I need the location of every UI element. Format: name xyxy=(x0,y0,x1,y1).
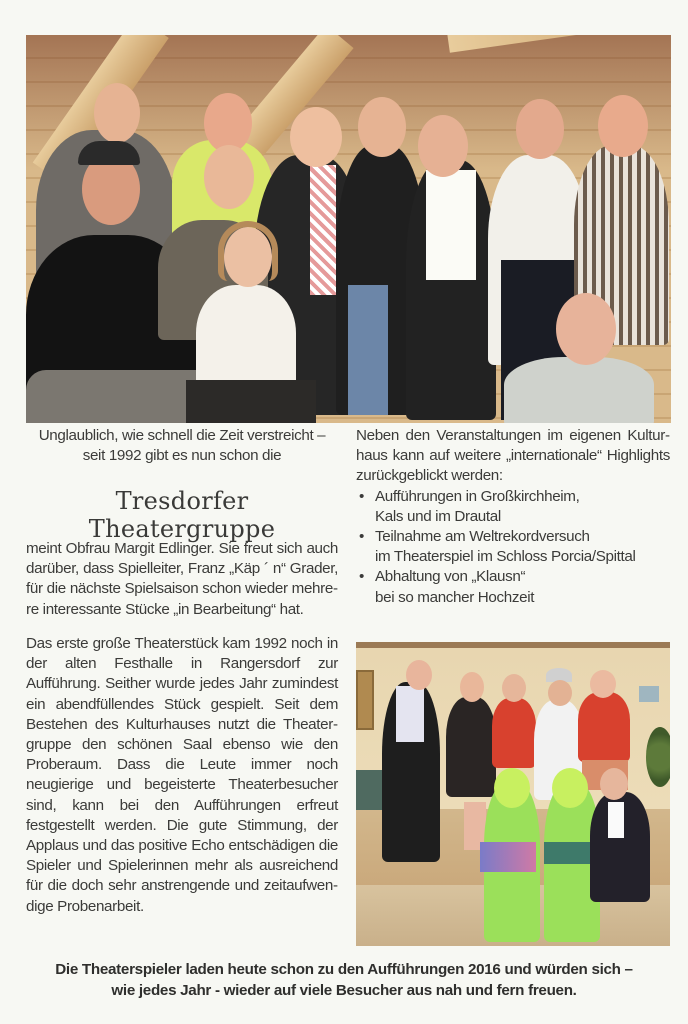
closing-line-1: Die Theaterspieler laden heute schon zu den Aufführungen 2016 und würden sich – xyxy=(55,961,633,978)
actor-head xyxy=(590,670,616,698)
actor-head xyxy=(600,768,628,800)
article-title: Tresdorfer Theatergruppe xyxy=(88,487,276,543)
actor-head xyxy=(406,660,432,690)
person-head xyxy=(516,99,564,159)
left-paragraph-1 xyxy=(26,539,338,620)
jeans xyxy=(348,285,388,415)
wall-picture xyxy=(356,670,374,730)
highlight-item xyxy=(356,487,670,527)
person-head xyxy=(418,115,468,177)
group-photo xyxy=(26,35,671,423)
actor-head xyxy=(548,680,572,706)
person-head xyxy=(94,83,140,143)
person-head xyxy=(598,95,648,157)
white-blouse xyxy=(608,802,624,838)
checkered-shirt xyxy=(310,165,336,295)
highlight-line-1: Abhaltung von „Klausn“ xyxy=(375,568,526,586)
person-head xyxy=(204,145,254,209)
highlights-intro: Neben den Veranstaltungen im eigenen Kulturhaus kann auf weitere „internationale“ Highlights zurückgeblickt werden: xyxy=(356,427,670,485)
highlight-line-1: Aufführungen in Großkirchheim, xyxy=(375,487,580,505)
bullet-icon: • xyxy=(359,568,364,586)
highlight-item xyxy=(356,567,670,607)
person-head xyxy=(358,97,406,157)
highlight-line-2: bei so mancher Hochzeit xyxy=(375,588,535,606)
actor-head xyxy=(460,672,484,702)
alien-head xyxy=(552,768,588,808)
right-column xyxy=(356,426,670,608)
white-shirt xyxy=(396,686,424,742)
actor-figure xyxy=(492,698,536,768)
person-figure xyxy=(504,357,654,423)
paragraph-text: meint Obfrau Margit Edlinger. Sie freut sich auch darüber, dass Spielleiter, Franz „Käp ´ n“ Grader, für die nächste Spielsaison schon wieder mehrere interessante Stücke „in Bearbeitung“ hat. xyxy=(26,540,338,618)
roof-beam xyxy=(446,35,671,53)
alien-head xyxy=(494,768,530,808)
baseball-cap xyxy=(78,141,140,165)
highlight-line-2: im Theaterspiel im Schloss Porcia/Spittal xyxy=(375,548,636,566)
potted-plant xyxy=(646,727,670,787)
closing-line-2: wie jedes Jahr - wieder auf viele Besucher aus nah und fern freuen. xyxy=(111,981,577,999)
intro-line-2: seit 1992 gibt es nun schon die xyxy=(82,447,282,465)
left-paragraph-2 xyxy=(26,634,338,917)
intro-text xyxy=(26,426,338,467)
actor-head xyxy=(502,674,526,702)
actor-figure xyxy=(578,692,630,762)
highlights-list xyxy=(356,487,670,608)
wall-picture xyxy=(639,686,659,702)
stage-photo xyxy=(356,642,670,946)
highlight-line-1: Teilnahme am Weltrekordversuch xyxy=(375,528,590,546)
closing-statement xyxy=(0,960,688,1001)
actor-figure xyxy=(446,697,496,797)
highlight-line-2: Kals und im Drautal xyxy=(375,507,501,525)
dark-trousers xyxy=(186,380,316,423)
paragraph-text: Das erste große Theaterstück kam 1992 noch in der alten Festhalle in Rangersdorf zur Aufführung. Seither wurde jedes Jahr zumindest ein abendfüllendes Stück gespielt. Seit dem Bestehen des Kulturhauses nutzt die Theatergruppe den schönen Saal ebenso wie den Proberaum. Dass die Leute immer noch neugierige und begeisterte Theaterbesucher sind, kann bei den Aufführungen erfreut festgestellt werden. Die gute Stimmung, der Applaus und das positive Echo entschädigen die Spieler und Spielerinnen mehr als ausreichend für die doch sehr anstrengende und zeitaufwendige Probenarbeit. xyxy=(26,635,338,915)
person-head xyxy=(556,293,616,365)
long-hair xyxy=(218,221,278,281)
person-head xyxy=(290,107,342,167)
highlight-item xyxy=(356,527,670,567)
intro-line-1: Unglaublich, wie schnell die Zeit verstreicht – xyxy=(38,427,326,444)
bullet-icon: • xyxy=(359,528,364,546)
colorful-skirt xyxy=(480,842,536,872)
bullet-icon: • xyxy=(359,487,364,505)
white-top xyxy=(426,170,476,280)
person-head xyxy=(204,93,252,153)
